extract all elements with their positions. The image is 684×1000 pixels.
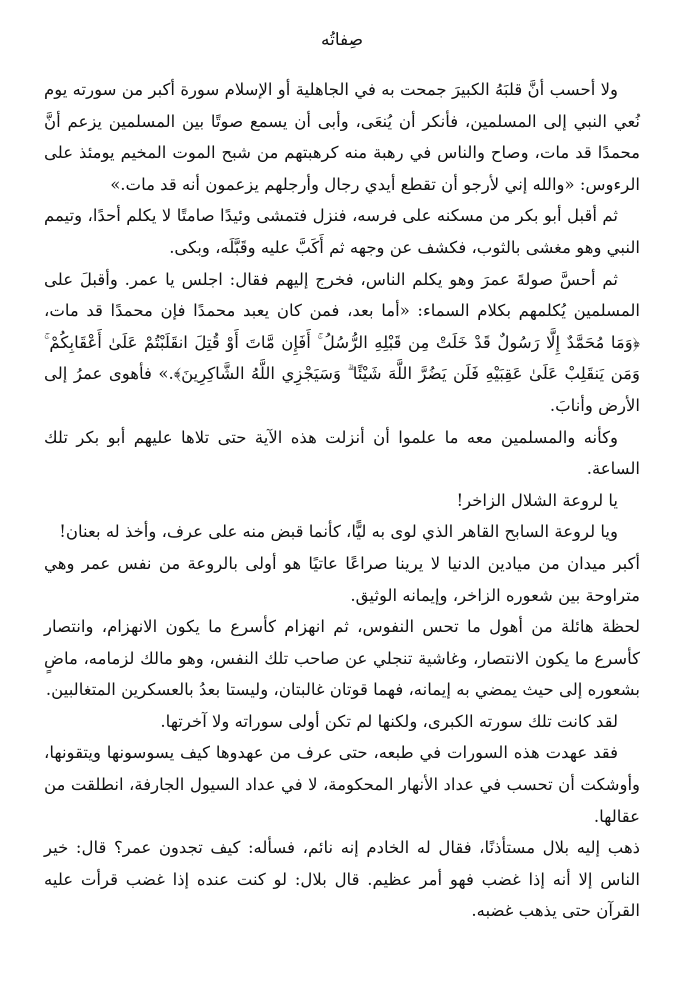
body-text [44, 74, 640, 927]
paragraph: ثم أحسَّ صولةَ عمرَ وهو يكلم الناس، فخرج إليهم فقال: اجلس يا عمر. وأقبلَ على المسلمين يُكلمهم بكلام السماء: «أما بعد، فمن كان يعبد محمدًا فإن محمدًا قد مات، ﴿وَمَا مُحَمَّدٌ إِلَّا رَسُولٌ قَدْ خَلَتْ مِن قَبْلِهِ الرُّسُلُ ۚ أَفَإِن مَّاتَ أَوْ قُتِلَ انقَلَبْتُمْ عَلَىٰ أَعْقَابِكُمْ ۚ وَمَن يَنقَلِبْ عَلَىٰ عَقِبَيْهِ فَلَن يَضُرَّ اللَّهَ شَيْئًا ۗ وَسَيَجْزِي اللَّهُ الشَّاكِرِينَ﴾.» فأهوى عمرُ إلى الأرض وأنابَ. [44, 269, 640, 415]
paragraph: ولا أحسب أنَّ قلبَهُ الكبيرَ جمحت به في الجاهلية أو الإسلام سورة أكبر من سورته يوم نُعي النبي إلى المسلمين، فأنكر أن يُنعَى، وأبى أن يسمع صوتًا بين المسلمين يزعم أنَّ محمدًا قد مات، وصاح والناس في رهبة منه كرهبتهم من شبح الموت المخيم يومئذ على الرءوس: «والله إني لأرجو أن تقطع أيدي رجال وأرجلهم يزعمون أنه قد مات.» [44, 80, 640, 194]
paragraph: فقد عهدت هذه السورات في طبعه، حتى عرف من عهدوها كيف يسوسونها ويتقونها، وأوشكت أن تحسب في عداد الأنهار المحكومة، لا في عداد السيول الجارفة، انطلقت من عقالها. [44, 743, 640, 826]
paragraph: أكبر ميدان من ميادين الدنيا لا يرينا صراعًا عاتيًا هو أولى بالروعة من نفس عمر وهي متراوحة بين شعوره الزاخر، وإيمانه الوثيق. [44, 553, 640, 605]
paragraph: لحظة هائلة من أهول ما تحس النفوس، ثم انهزام كأسرع ما يكون الانهزام، وانتصار كأسرع ما يكون الانتصار، وغاشية تنجلي عن صاحب تلك النفس، وهو مالك لزمامه، ماضٍ بشعوره إلى حيث يمضي به إيمانه، فهما قوتان غالبتان، وليستا بعدُ بالعسكرين المتغالبين. [44, 617, 640, 700]
running-head: صِفاتُه [320, 30, 364, 50]
paragraph: ويا لروعة السابح القاهر الذي لوى به ليًّا، كأنما قبض منه على عرف، وأخذ له بعنان! [59, 522, 618, 542]
paragraph: ذهب إليه بلال مستأذنًا، فقال له الخادم إنه نائم، فسأله: كيف تجدون عمر؟ قال: خير الناس إلا أنه إذا غضب فهو أمر عظيم. قال بلال: لو كنت عنده إذا غضب قرأت عليه القرآن حتى يذهب غضبه. [44, 838, 640, 921]
paragraph: ثم أقبل أبو بكر من مسكنه على فرسه، فنزل فتمشى وئيدًا صامتًا لا يكلم أحدًا، وتيمم النبي وهو مغشى بالثوب، فكشف عن وجهه ثم أَكَبَّ عليه وقَبَّلَه، وبكى. [44, 206, 640, 257]
paragraph: لقد كانت تلك سورته الكبرى، ولكنها لم تكن أولى سوراته ولا آخرتها. [160, 711, 618, 731]
paragraph: يا لروعة الشلال الزاخر! [456, 490, 618, 510]
paragraph: وكأنه والمسلمين معه ما علموا أن أنزلت هذه الآية حتى تلاها عليهم أبو بكر تلك الساعة. [44, 427, 640, 479]
